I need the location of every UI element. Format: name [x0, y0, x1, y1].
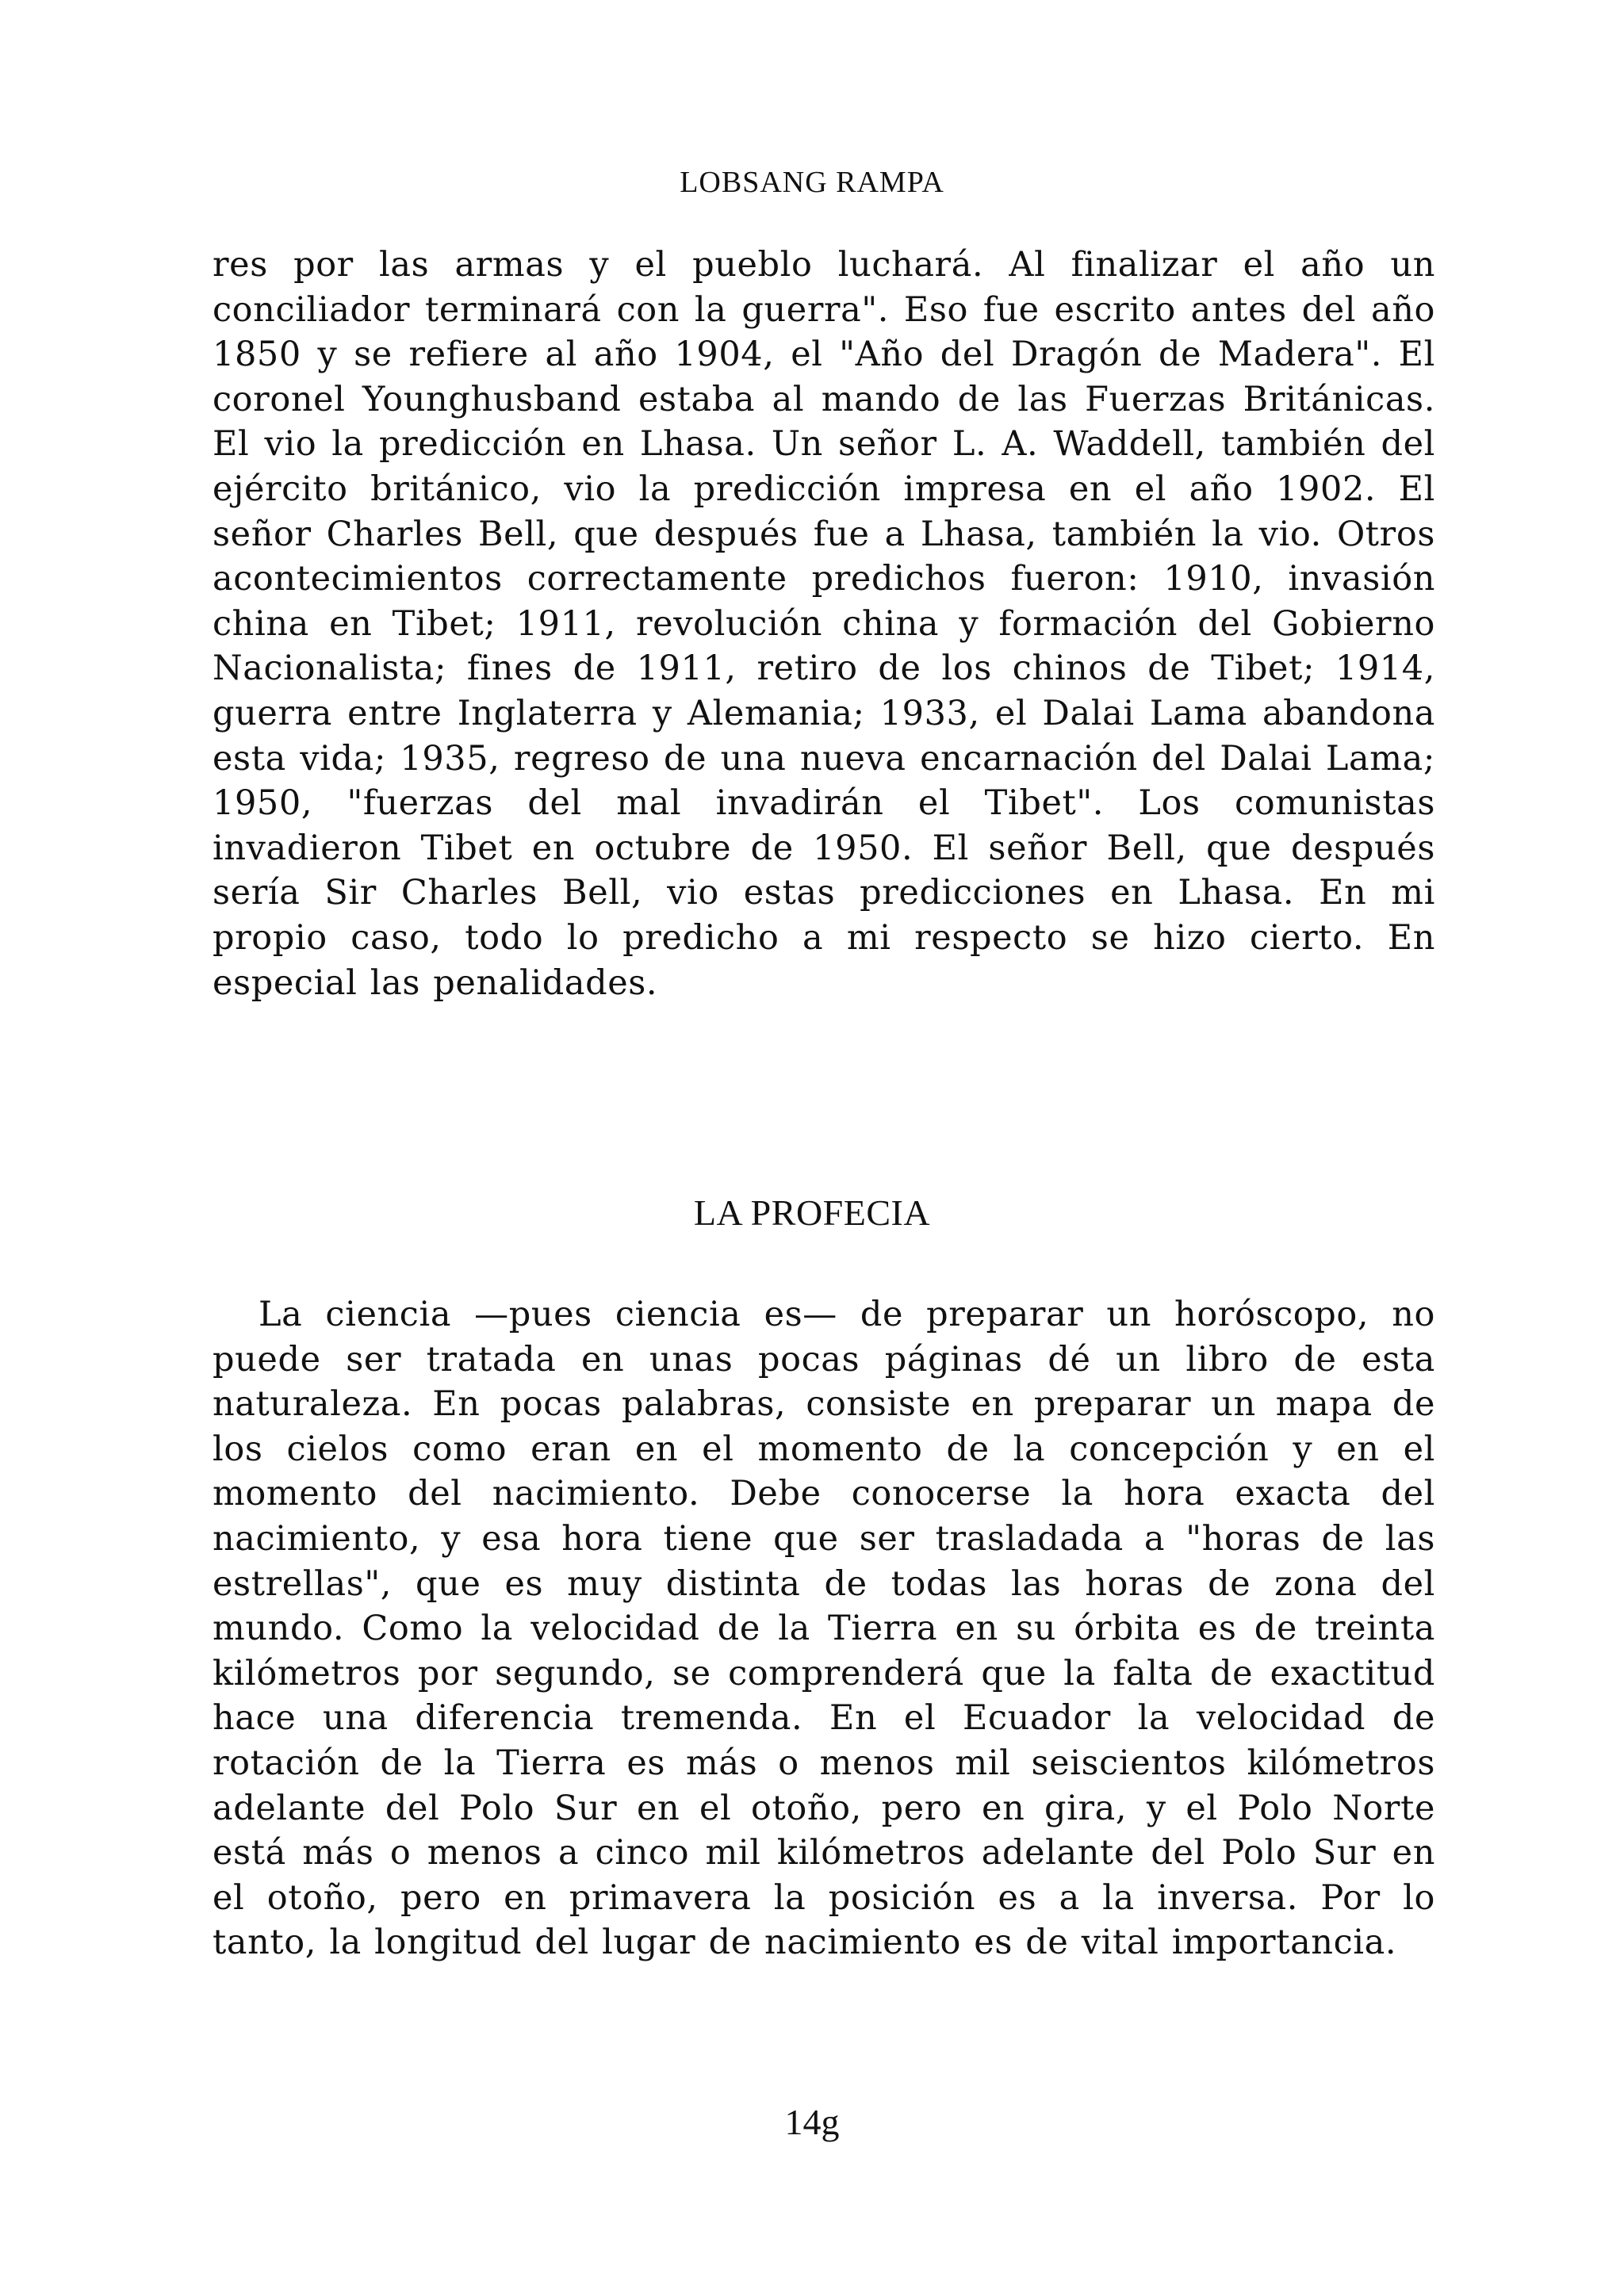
body-paragraph-1-container: [213, 243, 1435, 1005]
body-paragraph-2: La ciencia —pues ciencia es— de preparar un horóscopo, no puede ser tratada en unas pocas páginas dé un libro de esta naturaleza. En pocas palabras, consiste en preparar un mapa de los cielos como eran en el momento de la concepción y en el momento del nacimiento. Debe conocerse la hora exacta del nacimiento, y esa hora tiene que ser trasladada a "horas de las estrellas", que es muy distinta de todas las horas de zona del mundo. Como la velocidad de la Tierra en su órbita es de treinta kilómetros por segundo, se comprenderá que la falta de exactitud hace una diferencia tremenda. En el Ecuador la velocidad de rotación de la Tierra es más o menos mil seiscientos kilómetros adelante del Polo Sur en el otoño, pero en gira, y el Polo Norte está más o menos a cinco mil kilómetros adelante del Polo Sur en el otoño, pero en primavera la posición es a la inversa. Por lo tanto, la longitud del lugar de nacimiento es de vital importancia.: [213, 1295, 1435, 1963]
body-paragraph-1: res por las armas y el pueblo luchará. Al finalizar el año un conciliador terminará con la guerra". Eso fue escrito antes del año 1850 y se refiere al año 1904, el "Año del Dragón de Madera". El coronel Younghusband estaba al mando de las Fuerzas Británicas. El vio la predicción en Lhasa. Un señor L. A. Waddell, también del ejército británico, vio la predicción impresa en el año 1902. El señor Charles Bell, que después fue a Lhasa, también la vio. Otros acontecimientos correctamente predichos fueron: 1910, invasión china en Tibet; 1911, revolución china y formación del Gobierno Nacionalista; fines de 1911, retiro de los chinos de Tibet; 1914, guerra entre Inglaterra y Alemania; 1933, el Dalai Lama abandona esta vida; 1935, regreso de una nueva encarnación del Dalai Lama; 1950, "fuerzas del mal invadirán el Tibet". Los comunistas invadieron Tibet en octubre de 1950. El señor Bell, que después sería Sir Charles Bell, vio estas predicciones en Lhasa. En mi propio caso, todo lo predicho a mi respecto se hizo cierto. En especial las penalidades.: [213, 245, 1435, 1003]
running-head-title: LOBSANG RAMPA: [680, 166, 944, 199]
body-paragraph-2-container: [213, 1292, 1435, 1965]
section-heading: LA PROFECIA: [693, 1192, 931, 1233]
page-number: 14g: [784, 2102, 840, 2142]
